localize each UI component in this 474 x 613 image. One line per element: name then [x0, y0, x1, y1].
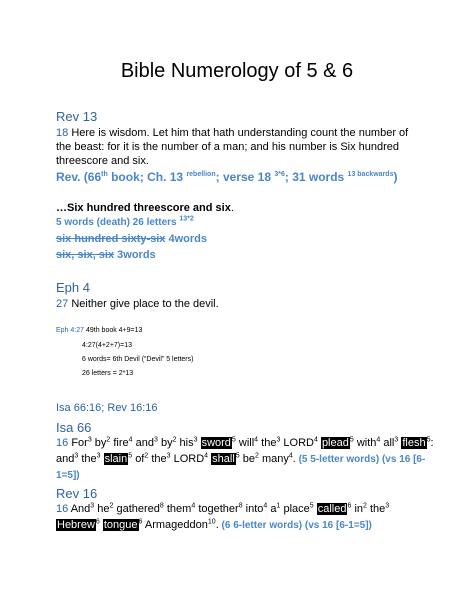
eph4-note-1: [56, 326, 142, 336]
note-text: 49th book 4+9=13: [84, 327, 143, 334]
word: and: [56, 453, 75, 465]
six-heading-end: .: [230, 202, 234, 214]
verse-number: 16: [56, 503, 69, 515]
letter-count: 3: [166, 452, 171, 460]
word: place: [283, 503, 310, 515]
rev13-reference: [56, 170, 428, 184]
letter-count: 3: [385, 502, 390, 510]
verse-text: the beast: for it is the number of a man; and his number is Six hundred: [56, 141, 400, 153]
letter-count: 3: [87, 436, 92, 444]
six-strike-2: six, six, six: [56, 249, 115, 261]
eph4-verse: [56, 297, 428, 311]
word: the: [81, 453, 97, 465]
rev16-heading: Rev 16: [56, 486, 98, 501]
verse-number: 18: [56, 127, 69, 139]
rev13-heading: Rev 13: [56, 109, 98, 124]
eph4-heading: Eph 4: [56, 280, 90, 295]
word: into: [245, 503, 264, 515]
word-count-note: (6 6-letter words) (vs 16 [6-1=5]): [218, 520, 372, 531]
word: LORD: [173, 453, 205, 465]
word: be: [242, 453, 255, 465]
letter-count: 3: [193, 436, 198, 444]
eph4-note-4: 26 letters = 2*13: [82, 370, 134, 377]
word: with: [356, 437, 377, 449]
letter-count: 4: [313, 436, 318, 444]
six-heading: …Six hundred threescore and six: [56, 202, 231, 214]
word: he: [97, 503, 110, 515]
letter-count: 5: [426, 436, 431, 444]
word: Armageddon: [144, 519, 208, 531]
word: them: [166, 503, 192, 515]
letter-count: 5: [349, 436, 354, 444]
letter-count: 5: [128, 452, 133, 460]
letter-count: 2: [254, 452, 259, 460]
letter-count: 2: [106, 436, 111, 444]
rev13-verse: [56, 126, 428, 168]
word: will: [238, 437, 255, 449]
highlighted-word: tongue: [103, 519, 138, 531]
ref-sup: rebellion: [186, 171, 216, 178]
word: by: [160, 437, 173, 449]
letter-count: 10: [207, 518, 216, 526]
verse-text: threescore and six.: [56, 155, 149, 167]
ref-sup: th: [101, 171, 108, 178]
isa-rev-heading: Isa 66:16; Rev 16:16: [56, 402, 158, 414]
word: LORD: [283, 437, 314, 449]
letter-count: 5: [235, 452, 240, 460]
word: his: [179, 437, 194, 449]
letter-count: 4: [288, 452, 293, 460]
word: the: [151, 453, 167, 465]
ref-sup: 3*6: [274, 171, 285, 178]
isa66-verse: 16 For$^3$ $by^2$ fire$^4$ and$^3$ $by^2$ his$^3$ sword$^5$ will$^4$ the$^3$ LORD$^4$ plead$^5$ with$^4$ all$^3$ flesh$^5$: and$^3$ the$^3$ slain$^5$ $of^2$ the$^3$ LORD$^4$ shall$^5$ $be^2$ many$^4$. (5 5-letter words) (vs 16 [6- 1=5]): [56, 435, 428, 484]
ref-text: ; verse 18: [215, 170, 275, 184]
word: together: [198, 503, 239, 515]
word: a: [270, 503, 277, 515]
letter-count: 2: [109, 502, 114, 510]
word: and: [135, 437, 154, 449]
letter-count: 6: [347, 502, 352, 510]
ref-text: ; 31 words: [284, 170, 348, 184]
letter-count: 2: [172, 436, 177, 444]
isa66-heading: Isa 66: [56, 420, 92, 435]
letter-count: 5: [309, 502, 314, 510]
highlighted-word: flesh: [402, 437, 426, 449]
highlighted-word: slain: [104, 453, 128, 465]
rev16-verse: 16 And$^3$ $he^2$ gathered$^8$ them$^4$ together$^8$ into$^4$ $a^1$ place$^5$ called$^6$ $in^2$ the$^3$ Hebrew$^6$ tongue$^6$ Armageddon$^{10}$. (6 6-letter words) (vs 16 [6-1=5]): [56, 502, 390, 531]
letter-count: 8: [159, 502, 164, 510]
highlighted-word: Hebrew: [57, 519, 95, 531]
letter-count: 5: [231, 436, 236, 444]
six-count: 5 words (death) 26 letters: [56, 217, 180, 228]
eph4-note-3: 6 words= 6th Devil (“Devil” 5 letters): [82, 356, 194, 363]
verse-number: 16: [56, 437, 69, 449]
verse-text: Here is wisdom. Let him that hath understanding count the number of: [71, 127, 409, 139]
letter-count: 6: [138, 518, 143, 526]
letter-count: 3: [276, 436, 281, 444]
six-count-1: 4words: [165, 233, 208, 245]
six-count-sup: 13*2: [179, 215, 194, 223]
word: all: [383, 437, 395, 449]
letter-count: 8: [238, 502, 243, 510]
ref-text: ): [393, 170, 398, 184]
word-count-note: (5 5-letter words) (vs 16 [6-: [295, 454, 426, 465]
ref-text: book; Ch. 13: [107, 170, 187, 184]
word: For: [71, 437, 88, 449]
page-title: Bible Numerology of 5 & 6: [120, 60, 354, 82]
six-strike-1: six hundred sixty-six: [56, 233, 166, 245]
highlighted-word: sword: [201, 437, 231, 449]
letter-count: 3: [153, 436, 158, 444]
letter-count: 4: [263, 502, 268, 510]
ref-text: Rev. (66: [56, 170, 102, 184]
word: in: [354, 503, 364, 515]
word: many: [261, 453, 289, 465]
ref-sup: 13 backwards: [347, 171, 394, 178]
highlighted-word: plead: [321, 437, 349, 449]
letter-count: 3: [96, 452, 101, 460]
word: gathered: [116, 503, 160, 515]
letter-count: 6: [95, 518, 100, 526]
word: fire: [113, 437, 129, 449]
eph4-note-2: 4:27(4+2+7)=13: [82, 342, 133, 349]
verse-text: Neither give place to the devil.: [71, 298, 219, 310]
verse-number: 27: [56, 298, 69, 310]
word-count-note: 1=5]): [56, 470, 80, 481]
word: the: [369, 503, 386, 515]
six-block: [56, 201, 428, 262]
letter-count: 2: [144, 452, 149, 460]
letter-count: 4: [191, 502, 196, 510]
letter-count: 1: [276, 502, 281, 510]
six-count-2: 3words: [114, 249, 156, 261]
word: And: [70, 503, 91, 515]
highlighted-word: shall: [212, 453, 235, 465]
letter-count: 4: [128, 436, 133, 444]
highlighted-word: called: [317, 503, 347, 515]
letter-count: 4: [376, 436, 381, 444]
letter-count: 2: [363, 502, 367, 510]
letter-count: 4: [254, 436, 259, 444]
letter-count: 3: [74, 452, 79, 460]
letter-count: 4: [204, 452, 209, 460]
note-ref: Eph 4:27: [56, 327, 85, 334]
word: of: [135, 453, 145, 465]
word: by: [94, 437, 107, 449]
word: the: [261, 437, 277, 449]
letter-count: 3: [394, 436, 399, 444]
letter-count: 3: [90, 502, 95, 510]
